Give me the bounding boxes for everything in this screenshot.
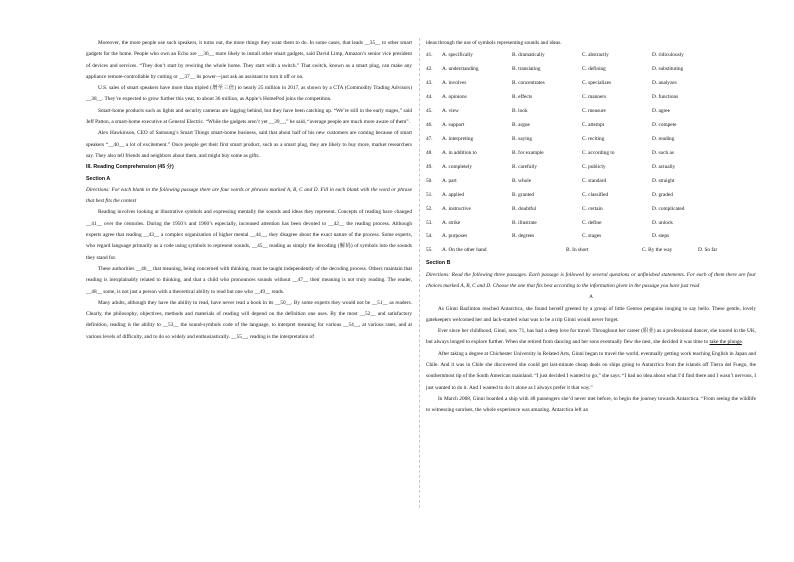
option-d[interactable]: D. complicated [652,205,685,212]
option-b[interactable]: B. saying [512,135,533,142]
option-a[interactable]: A. applied [442,191,465,198]
option-d[interactable]: D. steps [652,233,670,240]
option-a[interactable]: A. interpreting [442,135,474,142]
question-row [426,244,756,258]
option-a[interactable]: A. strike [442,219,461,226]
section-a-title: Section A [86,175,111,182]
question-row [426,217,756,231]
question-number: 49. [426,163,433,170]
right-column [426,38,756,417]
option-c[interactable]: C. measure [582,108,606,115]
section-b-title: Section B [426,260,451,267]
option-b[interactable]: B. argue [512,121,530,128]
option-c[interactable]: C. certain [582,205,603,212]
question-row [426,49,756,63]
option-c[interactable]: C. manners [582,94,607,101]
question-row [426,147,756,161]
option-a[interactable]: A. support [442,121,465,128]
question-row [426,77,756,91]
option-a[interactable]: A. understanding [442,66,479,73]
question-row [426,63,756,77]
option-b[interactable]: B. dramatically [512,52,545,59]
passage-paragraph-2-text: Ever since her childhood, Ginni, now 71, has had a deep love for travel. Throughout her career (职业) as a professional dancer, she toured in the UK, but always longed to explore further. When she retired from dancing and her sons eventually flew the nest, she decided it was time to [426,328,756,346]
question-number: 44. [426,94,433,101]
option-b[interactable]: B. translating [512,66,541,73]
column-divider [419,38,420,508]
question-row [426,230,756,244]
question-row [426,119,756,133]
paragraph-smart-gadgets: Moreover, the more people use such speakers, it turns out, the more things they want them to do. In some cases, that leads __35__ to other smart gadgets for the home. People who own an Echo are __36__ more likely to install other smart gadgets, said David Limp, Amazon’s senior vice president of devices and services. “They don’t start by rewiring the whole home. They start with a switch.” That switch, known as a smart plug, can make any appliance remote-controllable by cutting or __37__ its power—just ask an assistant to turn it off or on. [86,40,412,80]
passage-paragraph-2: Ever since her childhood, Ginni, now 71, has had a deep love for travel. Throughout her career (职业) as a professional dancer, she toured in the UK, but always longed to explore further. When she retired from dancing and her sons eventually flew the nest, she decided it was time to take the plunge. [426,328,756,346]
passage-paragraph-3: After taking a degree at Chichester University in Related Arts, Ginni began to travel the world, eventually getting work teaching English in Japan and Chile. And it was in Chile she discovered she could get last-minute cheap deals on ships going to Antarctica from the islands off Tierra del Fuego, the southernmost tip of the South American mainland. “I just decided I wanted to go,” she says. “I had no idea about what I’d find there and I wasn’t nervous, I just wanted to do it. And I wanted to do it alone as I always prefer it that way.” [426,350,756,391]
question-number: 46. [426,121,433,128]
question-row [426,91,756,105]
option-c[interactable]: C. according to [582,149,615,156]
passage-letter: A [589,294,593,301]
option-c[interactable]: C. classified [582,191,609,198]
question-number: 55. [426,247,433,254]
option-c[interactable]: C. standard [582,177,607,184]
paragraph-authorities: These authorities __46__ that meaning, being concerned with thinking, must be taught independently of the decoding process. Others maintain that reading is inexplainably related to thinking, and that a child who pronounces sounds without __47__ their meaning is not truly reading. The reader, __48__ some, is not just a person with a theoretical ability to read but one who __49__ reads. [86,265,412,295]
question-number: 52. [426,205,433,212]
option-b[interactable]: B. effects [512,94,533,101]
option-a[interactable]: A. completely [442,163,473,170]
option-d[interactable]: D. So far [698,247,718,254]
paragraph-sales: U.S. sales of smart speakers have more than tripled (增至三倍) to nearly 25 million in 2017, as shown by a CTA (Commodity Trading Advisors) __38__. They’re expected to grow further this year, to about 36 million, as Apple’s HomePod joins the competition. [86,85,412,103]
question-number: 45. [426,108,433,115]
option-b[interactable]: B. illustrate [512,219,537,226]
option-c[interactable]: C. stages [582,233,602,240]
option-a[interactable]: A. view [442,108,459,115]
option-d[interactable]: D. graded [652,191,673,198]
option-a[interactable]: A. in addition to [442,149,477,156]
option-d[interactable]: D. such as [652,149,674,156]
question-number: 47. [426,135,433,142]
option-d[interactable]: D. actually [652,163,676,170]
option-c[interactable]: C. define [582,219,602,226]
section-b-directions: Directions: Read the following three passages. Each passage is followed by several questions or unfinished statements. For each of them there are four choices marked A, B, C and D. Choose the one that fits best according to the information given in the passage you have just read [426,271,756,289]
question-row [426,189,756,203]
left-column [86,38,412,343]
question-number: 43. [426,80,433,87]
section-a-directions: Directions: For each blank in the following passage there are four words or phrases marked A, B, C and D. Fill in each blank with the word or phrase that best fits the context [86,186,412,205]
question-options-list [426,49,756,258]
paragraph-smart-home-products: Smart-home products such as lights and security cameras are lagging behind, but they have been catching up. “We’re still in the early stages,” said Jeff Patton, a smart-home executive at General Electric. “While the gadgets aren’t yet __39__,” he said, “average people are much more aware of them”. [86,107,412,126]
option-d[interactable]: D. substituting [652,66,684,73]
option-d[interactable]: D. analyzes [652,80,677,87]
option-b[interactable]: B. concentrates [512,80,545,87]
option-c[interactable]: C. By the way [642,247,673,254]
option-c[interactable]: C. attempt [582,121,605,128]
option-d[interactable]: D. reading [652,135,675,142]
option-a[interactable]: A. part [442,177,457,184]
option-c[interactable]: C. publicly [582,163,606,170]
option-b[interactable]: B. look [512,108,528,115]
passage-paragraph-4: In March 2008, Ginni boarded a ship with 48 passengers she’d never met before, to begin the journey towards Antarctica. “From seeing the wildlife to witnessing sunrises, the whole experience was amazing. Antarctica left an [426,395,756,414]
option-a[interactable]: A. instructive [442,205,471,212]
option-b[interactable]: B. degrees [512,233,535,240]
option-a[interactable]: A. involves [442,80,467,87]
option-c[interactable]: C. specializes [582,80,612,87]
option-d[interactable]: D. straight [652,177,675,184]
option-c[interactable]: C. abstractly [582,52,609,59]
underlined-phrase: take the plunge [709,339,742,346]
question-row [426,203,756,217]
passage-continuation: ideas through the use of symbols representing sounds and ideas. [426,40,562,46]
option-b[interactable]: B. doubtful [512,205,537,212]
question-number: 48. [426,149,433,156]
option-b[interactable]: B. for example [512,149,544,156]
question-row [426,105,756,119]
paragraph-reading-definition: Reading involves looking at illustrative symbols and expressing mentally the sounds and ideas they represent. Concepts of reading have changed __41__ over the centuries. During the 1950’s and 1960’s especially, increased attention has been devoted to __42__ the reading process. Although experts agree that reading __43__ a complex organization of higher mental __44__, they disagree about the exact nature of the process. Some experts, who regard language primarily as a code using symbols to represent sounds, __45__ reading as simply the decoding (解码) of symbols into the sounds they stand for. [86,209,412,261]
option-a[interactable]: A. specifically [442,52,473,59]
option-d[interactable]: D. unlock [652,219,673,226]
question-number: 41. [426,52,433,59]
question-number: 54. [426,233,433,240]
option-d[interactable]: D. agree [652,108,670,115]
option-b[interactable]: B. granted [512,191,535,198]
section-heading: III. Reading Comprehension (45 分) [86,164,174,171]
option-d[interactable]: D. functions [652,94,679,101]
option-c[interactable]: C. reciting [582,135,605,142]
question-number: 53. [426,219,433,226]
question-number: 50. [426,177,433,184]
option-b[interactable]: B. carefully [512,163,538,170]
question-row [426,175,756,189]
passage-paragraph-1: As Ginni Bazlinton reached Antarctica, she found herself greeted by a group of little Gentoo penguins longing to say hello. These gentle, lovely gatekeepers welcomed her and lack-started what was to be a trip Ginni would never forget. [426,305,756,323]
question-row [426,133,756,147]
option-d[interactable]: D. ridiculously [652,52,684,59]
paragraph-adults: Many adults, although they have the ability to read, have never read a book in its __50__. By some experts they would not be __51__ as readers. Clearly, the philosophy, objectives, methods and materials of reading will depend on the definition one uses. By the most __52__ and satisfactory definition, reading is the ability to __53__ the sound-symbols code of the language, to interpret meaning for various __54__, at various rates, and at various levels of difficulty, and to do so widely and enthusiastically. __55__, reading is the interpretation of [86,299,412,340]
question-number: 42. [426,66,433,73]
question-row [426,161,756,175]
question-number: 51. [426,191,433,198]
option-b[interactable]: B. In short [566,247,589,254]
option-b[interactable]: B. whole [512,177,532,184]
option-a[interactable]: A. opinions [442,94,467,101]
paragraph-customers: Alex Hawkinson, CEO of Samsung’s Smart Things smart-home business, said that about half of his new customers are coming because of smart speakers “__40__ a lot of excitement.” Once people get their first smart product, such as a smart plug, they are likely to buy more, market researchers say. They also tell friends and neighbors about them, and might buy some as gifts. [86,130,412,159]
option-c[interactable]: C. defining [582,66,606,73]
option-a[interactable]: A. purposes [442,233,468,240]
option-a[interactable]: A. On the other hand [442,247,487,254]
option-d[interactable]: D. compete [652,121,677,128]
